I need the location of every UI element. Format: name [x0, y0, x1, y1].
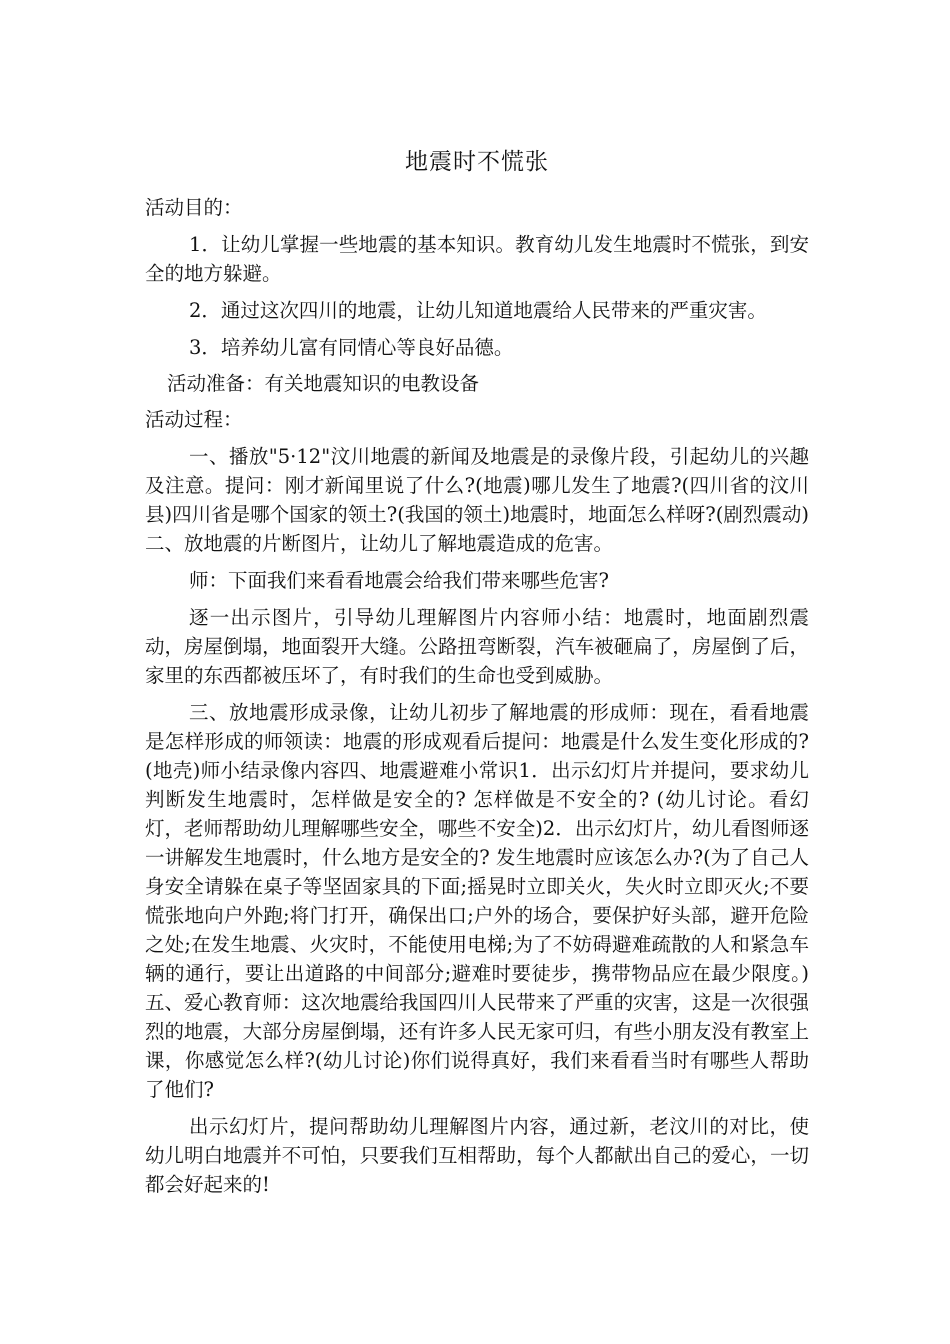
- process-paragraph-2: 师：下面我们来看看地震会给我们带来哪些危害?: [189, 569, 609, 592]
- process-heading: 活动过程：: [145, 408, 243, 431]
- process-paragraph-3: 逐一出示图片，引导幼儿理解图片内容师小结：地震时，地面剧烈震动，房屋倒塌，地面裂开大缝。公路扭弯断裂，汽车被砸扁了，房屋倒了后，家里的东西都被压坏了，有时我们的生命也受到威胁。: [145, 606, 809, 687]
- process-paragraph-1: 一、播放"5·12"汶川地震的新闻及地震是的录像片段，引起幼儿的兴趣及注意。提问：刚才新闻里说了什么?(地震)哪儿发生了地震?(四川省的汶川县)四川省是哪个国家的领土?(我国的领土)地震时，地面怎么样呀?(剧烈震动)二、放地震的片断图片，让幼儿了解地震造成的危害。: [145, 445, 809, 555]
- document-title: 地震时不慌张: [405, 149, 549, 175]
- document-body: [145, 148, 809, 1207]
- goal-item-1: 1．让幼儿掌握一些地震的基本知识。教育幼儿发生地震时不慌张，到安全的地方躲避。: [145, 233, 809, 285]
- process-paragraph-4: 三、放地震形成录像，让幼儿初步了解地震的形成师：现在，看看地震是怎样形成的师领读：地震的形成观看后提问：地震是什么发生变化形成的?(地壳)师小结录像内容四、地震避难小常识1．出示幻灯片并提问，要求幼儿判断发生地震时，怎样做是安全的? 怎样做是不安全的? (幼儿讨论。看幻灯，老师帮助幼儿理解哪些安全，哪些不安全)2．出示幻灯片，幼儿看图师逐一讲解发生地震时，什么地方是安全的? 发生地震时应该怎么办?(为了自己人身安全请躲在桌子等坚固家具的下面;摇晃时立即关火，失火时立即灭火;不要慌张地向户外跑;将门打开，确保出口;户外的场合，要保护好头部，避开危险之处;在发生地震、火灾时，不能使用电梯;为了不妨碍避难疏散的人和紧急车辆的通行，要让出道路的中间部分;避难时要徒步，携带物品应在最少限度。)五、爱心教育师：这次地震给我国四川人民带来了严重的灾害，这是一次很强烈的地震，大部分房屋倒塌，还有许多人民无家可归，有些小朋友没有教室上课，你感觉怎么样?(幼儿讨论)你们说得真好，我们来看看当时有哪些人帮助了他们?: [145, 701, 809, 1101]
- goal-item-3: 3．培养幼儿富有同情心等良好品德。: [189, 336, 514, 359]
- goal-item-2: 2．通过这次四川的地震，让幼儿知道地震给人民带来的严重灾害。: [189, 299, 767, 322]
- goal-heading: 活动目的：: [145, 196, 243, 219]
- process-paragraph-5: 出示幻灯片，提问帮助幼儿理解图片内容，通过新，老汶川的对比，使幼儿明白地震并不可怕，只要我们互相帮助，每个人都献出自己的爱心，一切都会好起来的!: [145, 1115, 809, 1196]
- preparation-line: 活动准备：有关地震知识的电教设备: [167, 372, 480, 395]
